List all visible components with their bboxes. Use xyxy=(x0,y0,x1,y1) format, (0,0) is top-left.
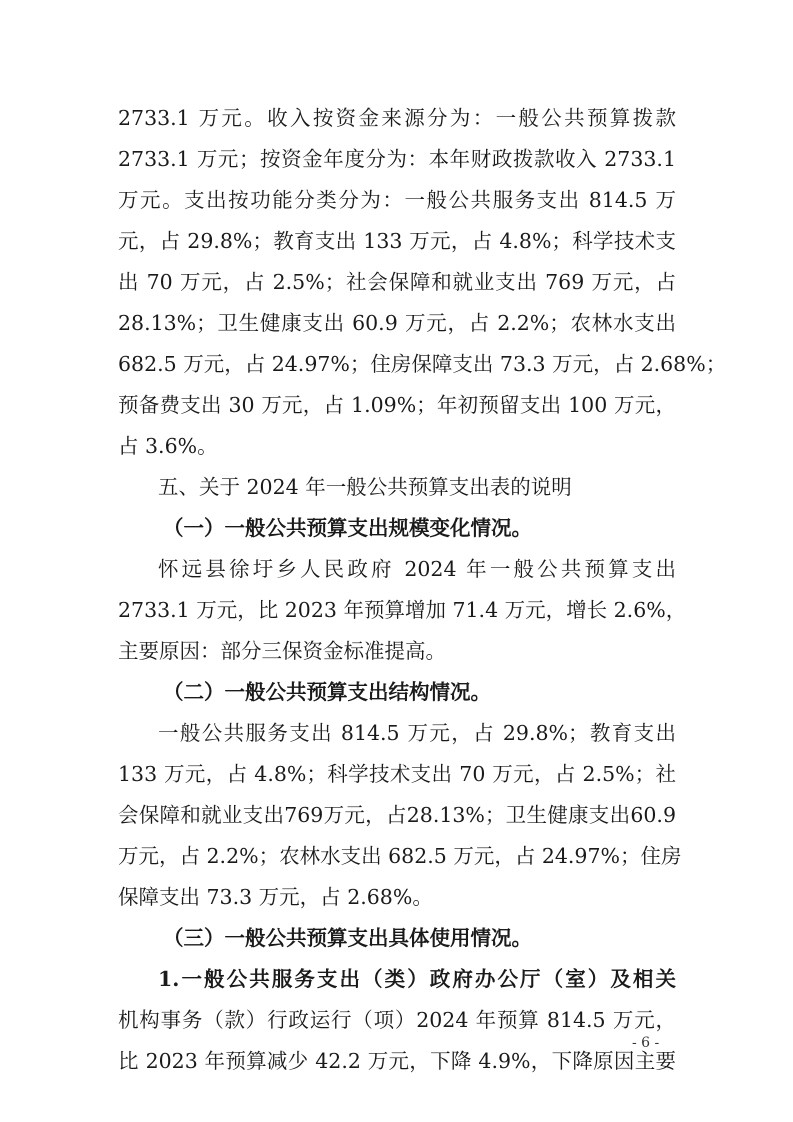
text-line: 占 3.6%。 xyxy=(118,434,218,458)
text-line: 2733.1 万元；按资金年度分为：本年财政拨款收入 2733.1 xyxy=(118,147,676,171)
text-line: 出 70 万元，占 2.5%；社会保障和就业支出 769 万元，占 xyxy=(118,270,676,294)
text-line: 2733.1 万元，比 2023 年预算增加 71.4 万元，增长 2.6%， xyxy=(118,598,687,622)
page-number: - 6 - xyxy=(632,1035,660,1051)
text-line: 万元，占 2.2%；农林水支出 682.5 万元，占 24.97%；住房 xyxy=(118,844,682,868)
text-line: 2733.1 万元。收入按资金来源分为：一般公共预算拨款 xyxy=(118,106,676,130)
text-line: 机构事务（款）行政运行（项）2024 年预算 814.5 万元， xyxy=(118,1008,676,1032)
text-line: 预备费支出 30 万元，占 1.09%；年初预留支出 100 万元， xyxy=(118,393,676,417)
text-line: 主要原因：部分三保资金标准提高。 xyxy=(118,639,446,663)
text-line: 682.5 万元，占 24.97%；住房保障支出 73.3 万元，占 2.68%； xyxy=(118,352,727,376)
text-line: 28.13%；卫生健康支出 60.9 万元，占 2.2%；农林水支出 xyxy=(118,311,676,335)
section-heading: 五、关于 2024 年一般公共预算支出表的说明 xyxy=(158,475,572,499)
text-line: 保障支出 73.3 万元，占 2.68%。 xyxy=(118,885,433,909)
text-line-bold: 1.一般公共服务支出（类）政府办公厅（室）及相关 xyxy=(158,967,676,991)
text-line: 怀远县徐圩乡人民政府 2024 年一般公共预算支出 xyxy=(158,557,676,581)
text-line: 元，占 29.8%；教育支出 133 万元，占 4.8%；科学技术支 xyxy=(118,229,676,253)
text-line: 会保障和就业支出769万元，占28.13%；卫生健康支出60.9 xyxy=(118,803,676,827)
subsection-heading: （一）一般公共预算支出规模变化情况。 xyxy=(163,516,532,540)
text-line: 比 2023 年预算减少 42.2 万元，下降 4.9%，下降原因主要 xyxy=(118,1049,676,1073)
text-line: 一般公共服务支出 814.5 万元，占 29.8%；教育支出 xyxy=(158,721,676,745)
text-line: 133 万元，占 4.8%；科学技术支出 70 万元，占 2.5%；社 xyxy=(118,762,676,786)
text-line: 万元。支出按功能分类分为：一般公共服务支出 814.5 万 xyxy=(118,188,676,212)
subsection-heading: （二）一般公共预算支出结构情况。 xyxy=(163,680,491,704)
subsection-heading: （三）一般公共预算支出具体使用情况。 xyxy=(163,926,532,950)
